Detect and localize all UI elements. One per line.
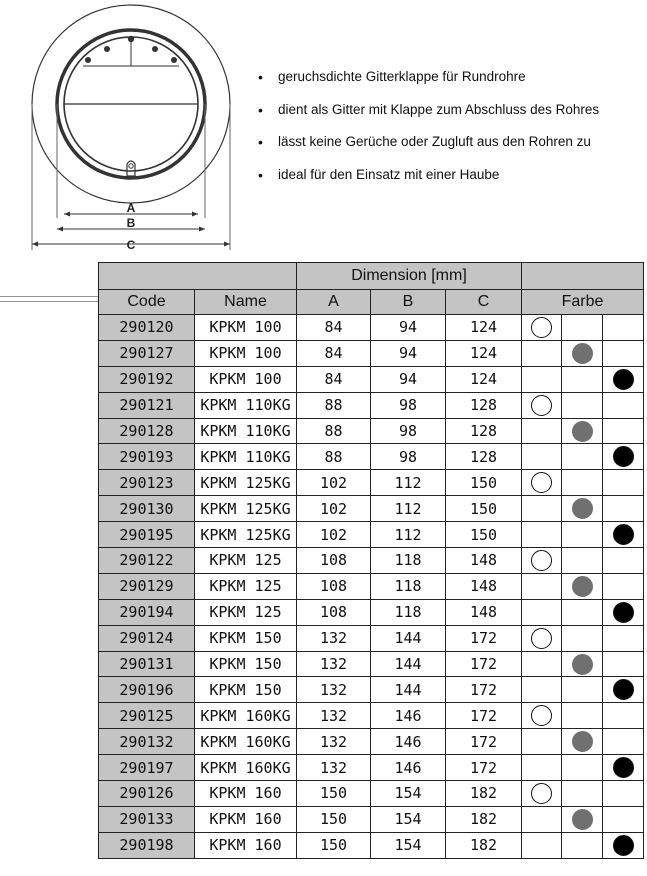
dimension-c-cell: 172 (446, 625, 522, 651)
color-cell-black (603, 651, 644, 677)
dimension-a-cell: 108 (297, 548, 371, 574)
dimension-c-header: C (446, 290, 522, 315)
color-cell-black (603, 470, 644, 496)
feature-list (258, 68, 599, 198)
dimension-b-cell: 146 (371, 703, 446, 729)
feature-item: • geruchsdichte Gitterklappe für Rundrohre (258, 68, 599, 101)
name-cell: KPKM 160KG (195, 755, 297, 781)
color-cell-white (522, 703, 562, 729)
name-cell: KPKM 110KG (195, 392, 297, 418)
color-cell-white (522, 729, 562, 755)
dimension-b-cell: 98 (371, 444, 446, 470)
name-cell: KPKM 160 (195, 806, 297, 832)
color-cell-grey (562, 573, 603, 599)
code-cell: 290126 (99, 781, 195, 807)
color-swatch-black (613, 446, 634, 467)
dimension-c-cell: 124 (446, 340, 522, 366)
table-row (99, 315, 644, 341)
table-row (99, 573, 644, 599)
rivet (171, 57, 177, 63)
color-cell-grey (562, 806, 603, 832)
dimension-a-cell: 102 (297, 470, 371, 496)
side-divider (0, 296, 100, 302)
dimension-c-cell: 124 (446, 315, 522, 341)
color-cell-grey (562, 548, 603, 574)
color-cell-white (522, 755, 562, 781)
dimension-a-cell: 84 (297, 340, 371, 366)
feature-item: • dient als Gitter mit Klappe zum Abschluss des Rohres (258, 101, 599, 134)
color-cell-grey (562, 522, 603, 548)
dimension-b-cell: 112 (371, 470, 446, 496)
color-cell-black (603, 806, 644, 832)
color-swatch-white (531, 783, 552, 804)
color-header: Farbe (522, 290, 644, 315)
code-cell: 290195 (99, 522, 195, 548)
table-row (99, 832, 644, 858)
code-cell: 290127 (99, 340, 195, 366)
table-row (99, 677, 644, 703)
code-header: Code (99, 290, 195, 315)
color-cell-black (603, 418, 644, 444)
rivet (128, 36, 134, 42)
color-swatch-black (613, 757, 634, 778)
name-cell: KPKM 110KG (195, 418, 297, 444)
color-cell-black (603, 729, 644, 755)
color-cell-white (522, 496, 562, 522)
name-cell: KPKM 150 (195, 677, 297, 703)
dimension-c-cell: 148 (446, 573, 522, 599)
name-cell: KPKM 160KG (195, 703, 297, 729)
name-cell: KPKM 100 (195, 340, 297, 366)
color-cell-grey (562, 392, 603, 418)
color-cell-black (603, 496, 644, 522)
color-cell-white (522, 677, 562, 703)
code-cell: 290128 (99, 418, 195, 444)
color-cell-white (522, 315, 562, 341)
color-swatch-grey (572, 731, 593, 752)
color-swatch-black (613, 369, 634, 390)
dimension-c-cell: 172 (446, 703, 522, 729)
color-group-header-blank (522, 263, 644, 290)
dimension-a-cell: 132 (297, 625, 371, 651)
dimension-a-cell: 88 (297, 418, 371, 444)
table-row (99, 418, 644, 444)
dimension-c-cell: 172 (446, 677, 522, 703)
name-cell: KPKM 160 (195, 781, 297, 807)
table-row (99, 651, 644, 677)
dimension-a-cell: 132 (297, 729, 371, 755)
color-cell-grey (562, 315, 603, 341)
color-cell-white (522, 522, 562, 548)
color-cell-grey (562, 444, 603, 470)
dimension-c-cell: 128 (446, 418, 522, 444)
color-cell-black (603, 677, 644, 703)
table-row (99, 806, 644, 832)
name-cell: KPKM 150 (195, 625, 297, 651)
table-row (99, 548, 644, 574)
dimension-a-cell: 132 (297, 703, 371, 729)
dimension-b-header: B (371, 290, 446, 315)
dimension-b-cell: 144 (371, 651, 446, 677)
table-row (99, 496, 644, 522)
dimension-b-cell: 98 (371, 418, 446, 444)
color-cell-grey (562, 832, 603, 858)
code-cell: 290120 (99, 315, 195, 341)
dimension-a-cell: 150 (297, 832, 371, 858)
name-cell: KPKM 125KG (195, 470, 297, 496)
color-cell-white (522, 548, 562, 574)
name-cell: KPKM 125KG (195, 496, 297, 522)
dimension-b-cell: 94 (371, 315, 446, 341)
dimension-c-cell: 124 (446, 366, 522, 392)
dimension-c-cell: 172 (446, 729, 522, 755)
product-technical-drawing (28, 0, 242, 252)
dimension-b-cell: 146 (371, 729, 446, 755)
code-cell: 290132 (99, 729, 195, 755)
rivet (85, 57, 91, 63)
dimension-label-a: A (126, 201, 136, 215)
color-swatch-white (531, 705, 552, 726)
code-cell: 290192 (99, 366, 195, 392)
code-cell: 290131 (99, 651, 195, 677)
code-cell: 290129 (99, 573, 195, 599)
name-cell: KPKM 160KG (195, 729, 297, 755)
color-swatch-white (531, 317, 552, 338)
dimension-b-cell: 112 (371, 522, 446, 548)
dimension-c-cell: 182 (446, 832, 522, 858)
table-row (99, 522, 644, 548)
dimension-b-cell: 98 (371, 392, 446, 418)
color-cell-grey (562, 703, 603, 729)
table-row (99, 470, 644, 496)
name-cell: KPKM 150 (195, 651, 297, 677)
dimension-b-cell: 94 (371, 340, 446, 366)
dimension-a-cell: 84 (297, 366, 371, 392)
code-cell: 290133 (99, 806, 195, 832)
name-cell: KPKM 100 (195, 315, 297, 341)
color-cell-white (522, 444, 562, 470)
dimension-a-header: A (297, 290, 371, 315)
dimension-a-cell: 132 (297, 651, 371, 677)
dimension-c-cell: 172 (446, 651, 522, 677)
dimension-a-cell: 132 (297, 677, 371, 703)
color-swatch-white (531, 395, 552, 416)
dimension-a-cell: 102 (297, 522, 371, 548)
color-cell-black (603, 340, 644, 366)
dimension-group-header: Dimension [mm] (297, 263, 522, 290)
color-cell-white (522, 832, 562, 858)
feature-item: • lässt keine Gerüche oder Zugluft aus den Rohren zu (258, 133, 599, 166)
color-swatch-black (613, 835, 634, 856)
color-cell-grey (562, 418, 603, 444)
dimension-c-cell: 150 (446, 522, 522, 548)
color-swatch-black (613, 602, 634, 623)
color-cell-grey (562, 729, 603, 755)
color-swatch-white (531, 550, 552, 571)
table-row (99, 755, 644, 781)
dimension-c-cell: 182 (446, 806, 522, 832)
name-cell: KPKM 110KG (195, 444, 297, 470)
color-swatch-grey (572, 809, 593, 830)
table-row (99, 366, 644, 392)
dimension-b-cell: 112 (371, 496, 446, 522)
table-row (99, 729, 644, 755)
color-cell-grey (562, 651, 603, 677)
dimension-b-cell: 154 (371, 781, 446, 807)
color-cell-white (522, 418, 562, 444)
dimension-a-cell: 150 (297, 781, 371, 807)
color-swatch-grey (572, 498, 593, 519)
color-cell-grey (562, 496, 603, 522)
color-cell-black (603, 703, 644, 729)
table-row (99, 599, 644, 625)
dimension-label-c: C (126, 238, 136, 252)
header-blank (99, 263, 297, 290)
dimension-c-cell: 150 (446, 470, 522, 496)
dimension-a-cell: 102 (297, 496, 371, 522)
color-cell-grey (562, 366, 603, 392)
color-cell-black (603, 392, 644, 418)
code-cell: 290122 (99, 548, 195, 574)
spec-table (98, 262, 644, 859)
table-row (99, 781, 644, 807)
color-cell-grey (562, 677, 603, 703)
color-swatch-grey (572, 654, 593, 675)
dimension-c-cell: 148 (446, 599, 522, 625)
dimension-b-cell: 94 (371, 366, 446, 392)
dimension-b-cell: 154 (371, 832, 446, 858)
rivet (104, 46, 110, 52)
color-cell-white (522, 625, 562, 651)
color-cell-black (603, 755, 644, 781)
table-row (99, 703, 644, 729)
table-row (99, 625, 644, 651)
color-swatch-grey (572, 343, 593, 364)
spec-table-body (99, 315, 644, 859)
code-cell: 290123 (99, 470, 195, 496)
name-cell: KPKM 125 (195, 548, 297, 574)
dimension-c-cell: 148 (446, 548, 522, 574)
code-cell: 290196 (99, 677, 195, 703)
dimension-c-cell: 150 (446, 496, 522, 522)
color-cell-white (522, 781, 562, 807)
dimension-a-cell: 88 (297, 392, 371, 418)
code-cell: 290121 (99, 392, 195, 418)
feature-item: • ideal für den Einsatz mit einer Haube (258, 166, 599, 199)
code-cell: 290197 (99, 755, 195, 781)
table-row (99, 444, 644, 470)
dimension-b-cell: 118 (371, 548, 446, 574)
rivet (152, 46, 158, 52)
color-swatch-grey (572, 421, 593, 442)
color-cell-white (522, 470, 562, 496)
color-swatch-white (531, 628, 552, 649)
table-row (99, 340, 644, 366)
dimension-b-cell: 118 (371, 599, 446, 625)
color-cell-black (603, 444, 644, 470)
name-cell: KPKM 125 (195, 573, 297, 599)
dimension-a-cell: 84 (297, 315, 371, 341)
name-header: Name (195, 290, 297, 315)
dimension-c-cell: 128 (446, 392, 522, 418)
color-cell-black (603, 832, 644, 858)
dimension-a-cell: 108 (297, 573, 371, 599)
color-cell-grey (562, 599, 603, 625)
name-cell: KPKM 125 (195, 599, 297, 625)
dimension-a-cell: 108 (297, 599, 371, 625)
color-cell-grey (562, 470, 603, 496)
color-cell-white (522, 599, 562, 625)
color-cell-black (603, 573, 644, 599)
color-cell-black (603, 781, 644, 807)
color-swatch-grey (572, 576, 593, 597)
color-cell-black (603, 599, 644, 625)
color-cell-white (522, 573, 562, 599)
color-cell-grey (562, 781, 603, 807)
color-cell-grey (562, 755, 603, 781)
dimension-b-cell: 154 (371, 806, 446, 832)
color-swatch-black (613, 679, 634, 700)
dimension-a-cell: 132 (297, 755, 371, 781)
color-cell-grey (562, 625, 603, 651)
code-cell: 290198 (99, 832, 195, 858)
color-cell-black (603, 548, 644, 574)
code-cell: 290130 (99, 496, 195, 522)
dimension-a-cell: 88 (297, 444, 371, 470)
code-cell: 290124 (99, 625, 195, 651)
dimension-a-cell: 150 (297, 806, 371, 832)
dimension-b-cell: 146 (371, 755, 446, 781)
color-cell-white (522, 806, 562, 832)
color-cell-white (522, 366, 562, 392)
color-cell-black (603, 522, 644, 548)
name-cell: KPKM 125KG (195, 522, 297, 548)
color-cell-grey (562, 340, 603, 366)
dimension-label-b: B (126, 216, 136, 230)
color-cell-black (603, 625, 644, 651)
name-cell: KPKM 100 (195, 366, 297, 392)
dimension-c-cell: 172 (446, 755, 522, 781)
dimension-b-cell: 144 (371, 677, 446, 703)
code-cell: 290125 (99, 703, 195, 729)
color-cell-white (522, 651, 562, 677)
color-cell-white (522, 392, 562, 418)
color-swatch-black (613, 524, 634, 545)
code-cell: 290194 (99, 599, 195, 625)
color-cell-black (603, 366, 644, 392)
color-cell-white (522, 340, 562, 366)
dimension-b-cell: 144 (371, 625, 446, 651)
color-swatch-white (531, 472, 552, 493)
table-row (99, 392, 644, 418)
dimension-c-cell: 128 (446, 444, 522, 470)
handle-knob (129, 164, 133, 168)
name-cell: KPKM 160 (195, 832, 297, 858)
dimension-b-cell: 118 (371, 573, 446, 599)
color-cell-black (603, 315, 644, 341)
dimension-c-cell: 182 (446, 781, 522, 807)
code-cell: 290193 (99, 444, 195, 470)
